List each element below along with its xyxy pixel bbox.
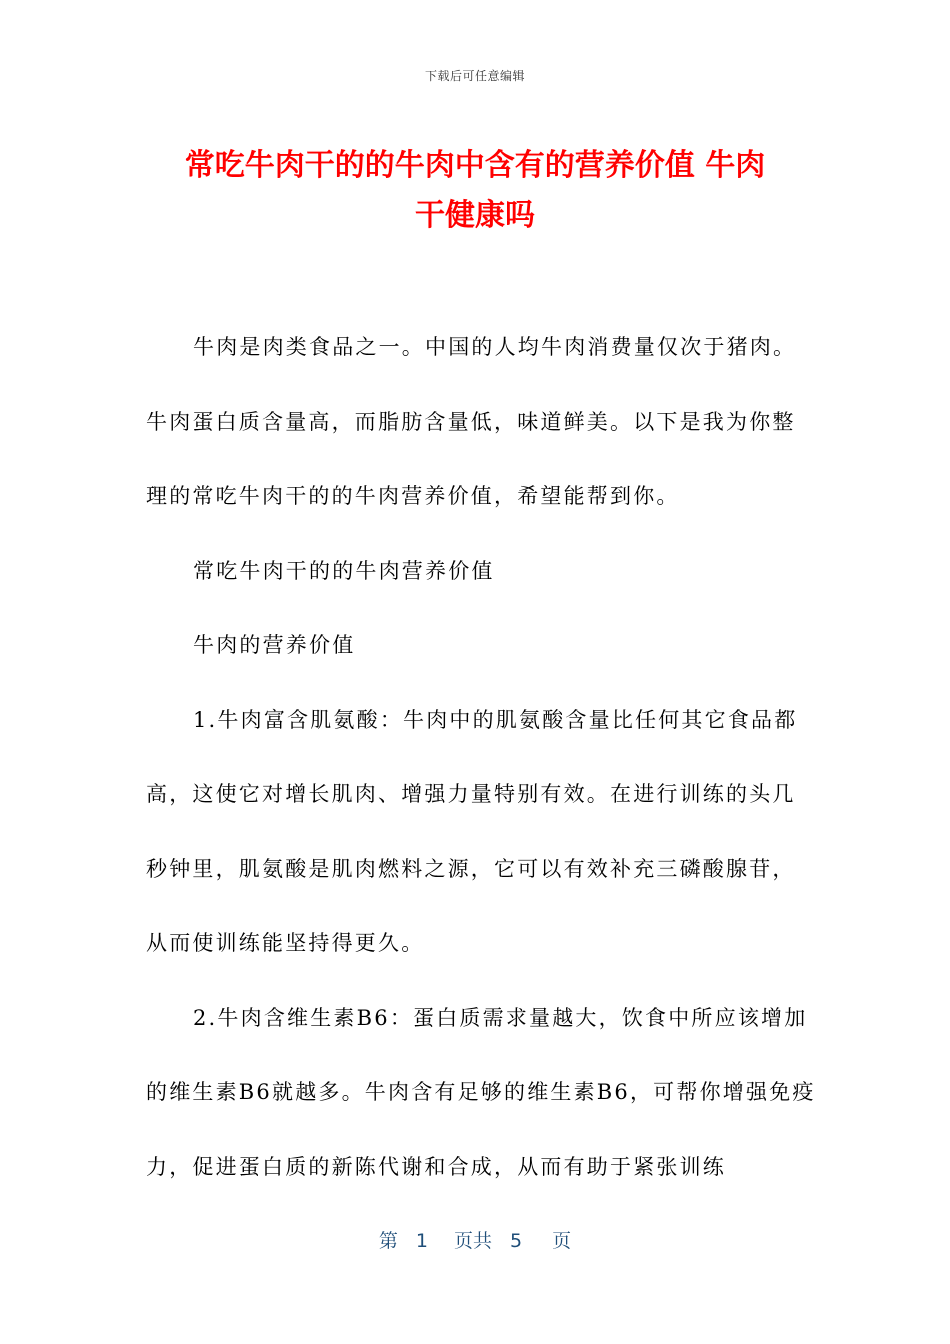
document-body — [146, 310, 816, 1204]
paragraph-item-1-creatine: 1.牛肉富含肌氨酸：牛肉中的肌氨酸含量比任何其它食品都高，这使它对增长肌肉、增强力量特别有效。在进行训练的头几秒钟里，肌氨酸是肌肉燃料之源，它可以有效补充三磷酸腺苷，从而使训练能坚持得更久。 — [146, 707, 798, 955]
total-pages-number: 5 — [510, 1230, 523, 1252]
document-title-line-2: 干健康吗 — [415, 198, 535, 233]
header-note: 下载后可任意编辑 — [424, 69, 525, 83]
paragraph-subheading-beef-nutrition: 牛肉的营养价值 — [193, 633, 356, 657]
document-title — [140, 141, 810, 241]
paragraph-item-2-vitamin-b6: 2.牛肉含维生素B6：蛋白质需求量越大，饮食中所应该增加的维生素B6就越多。牛肉含有足够的维生素B6，可帮你增强免疫力，促进蛋白质的新陈代谢和合成，从而有助于紧张训练 — [146, 1005, 816, 1179]
document-title-line-1: 常吃牛肉干的的牛肉中含有的营养价值 牛肉 — [184, 148, 766, 183]
current-page-number: 1 — [415, 1230, 428, 1252]
paragraph-intro: 牛肉是肉类食品之一。中国的人均牛肉消费量仅次于猪肉。牛肉蛋白质含量高，而脂肪含量低，味道鲜美。以下是我为你整理的常吃牛肉干的的牛肉营养价值，希望能帮到你。 — [146, 335, 797, 508]
page-label-prefix: 第 — [378, 1230, 398, 1252]
paragraph-heading-nutrition-value: 常吃牛肉干的的牛肉营养价值 — [193, 558, 495, 583]
page-number-footer — [0, 1226, 950, 1253]
page-label-suffix: 页 — [552, 1230, 572, 1252]
page-label-mid: 页共 — [453, 1230, 492, 1252]
